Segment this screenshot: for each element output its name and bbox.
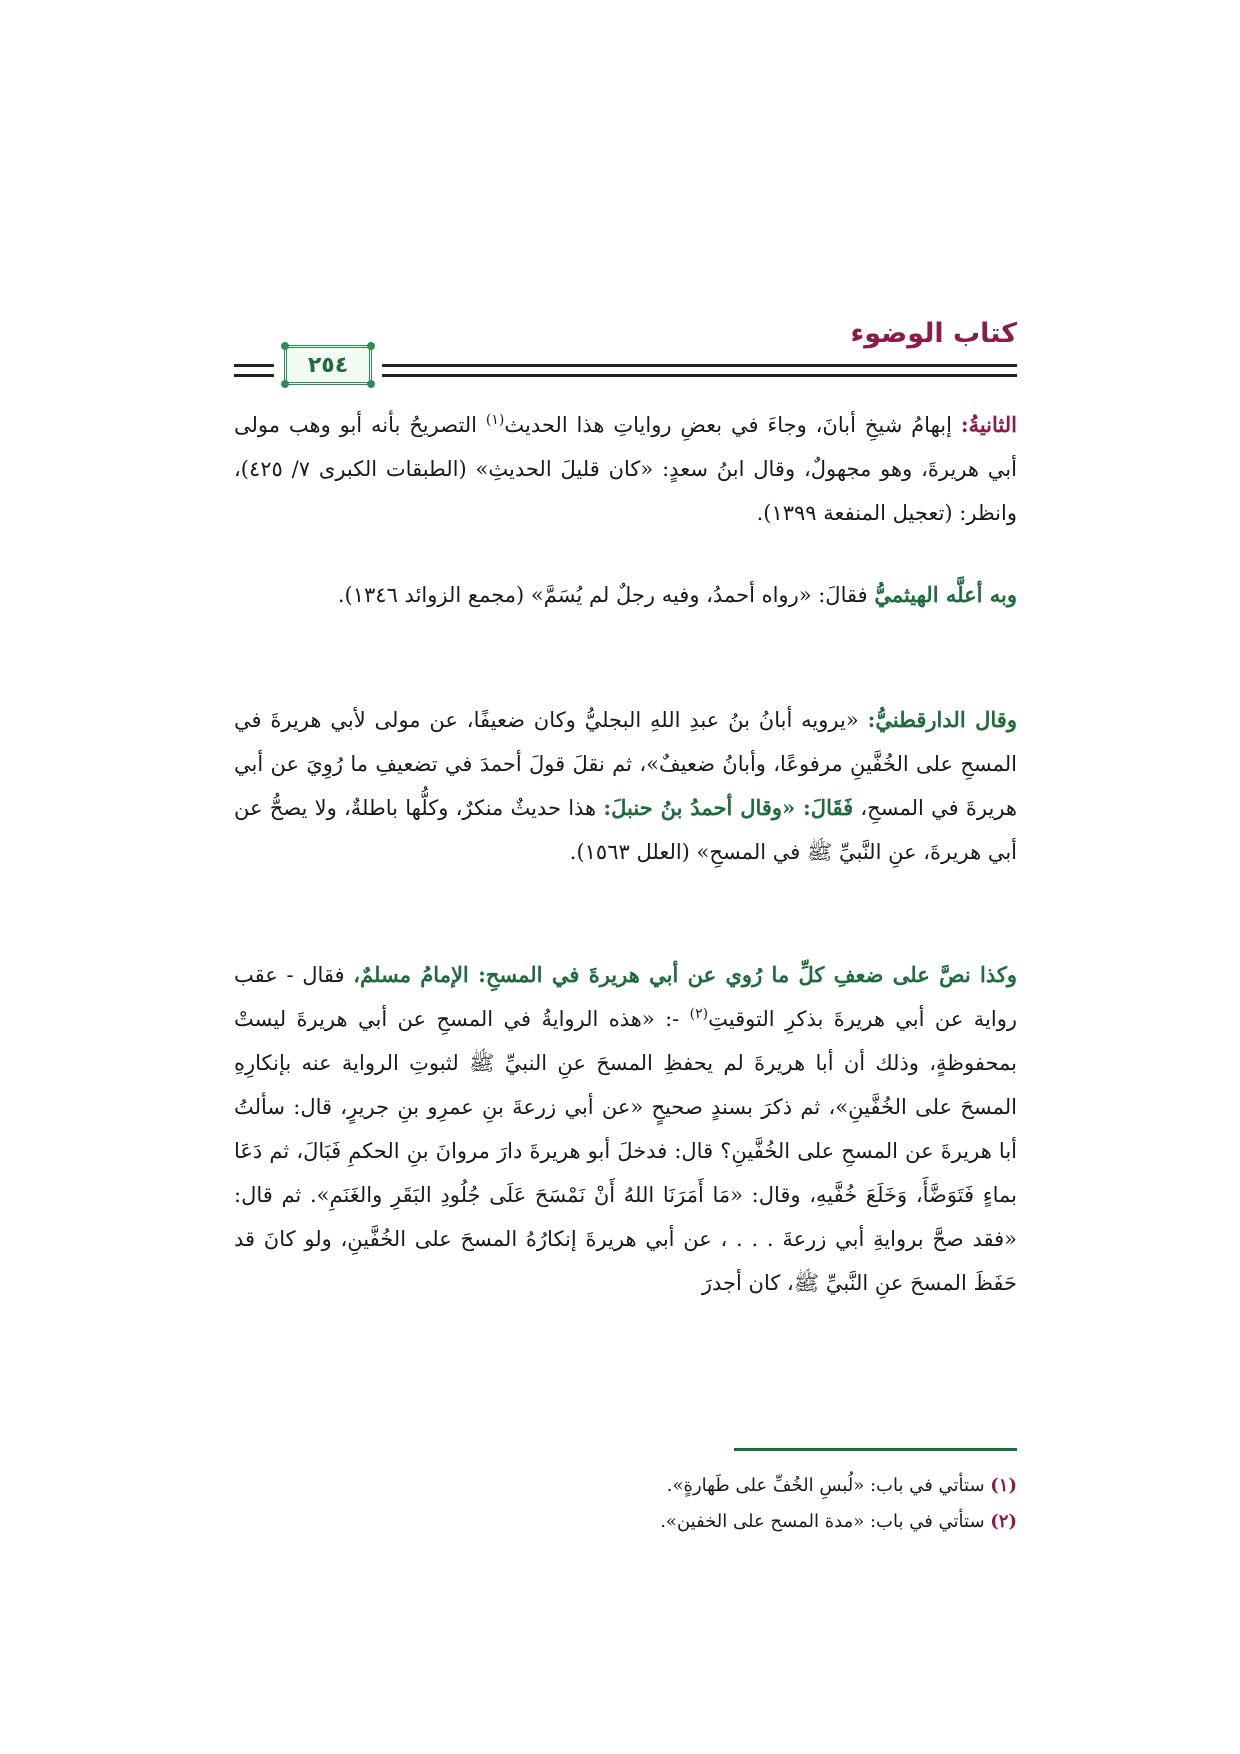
paragraph-3 — [234, 698, 1017, 874]
paragraph-text: فقالَ: «رواه أحمدُ، وفيه رجلٌ لم يُسَمَّ» (مجمع الزوائد ١٣٤٦). — [337, 583, 875, 607]
paragraph-text: فقال - عقب رواية عن أبي هريرةَ بذكرِ التوقيتِ — [234, 963, 1017, 1031]
paragraph-1 — [234, 403, 1017, 535]
header-rule-top — [382, 364, 1017, 367]
chapter-title: كتاب الوضوء — [850, 318, 1017, 349]
footnote-item — [234, 1504, 1017, 1540]
footnote-text: ستأتي في باب: «لُبسِ الخُفِّ على طَهارةٍ». — [666, 1475, 991, 1496]
paragraph-4 — [234, 953, 1017, 1305]
header-rule-bottom — [382, 374, 1017, 377]
footnote-number: (١) — [990, 1475, 1017, 1496]
footnote-ref: (٢) — [689, 1006, 709, 1022]
footnote-ref: (١) — [485, 412, 505, 428]
quote-lead: فَقَالَ: «وقال أحمدُ بنُ حنبلَ: — [603, 795, 854, 820]
footnotes — [234, 1468, 1017, 1540]
ornament-dot-icon — [281, 380, 289, 388]
ornament-dot-icon — [281, 342, 289, 350]
header-rule-left-top — [234, 364, 274, 367]
page-header — [234, 318, 1017, 384]
paragraph-text: -: «هذه الروايةُ في المسحِ عن أبي هريرةَ ليستْ بمحفوظةٍ، وذلك أن أبا هريرةَ لم يحفظِ المسحَ عنِ النبيِّ ﷺ لثبوتِ الرواية عنه بإنكارِهِ المسحَ على الخُفَّينِ»، ثم ذكرَ بسندٍ صحيحٍ «عن أبي زرعةَ بنِ عمرِو بنِ جريرٍ، قال: سألتُ أبا هريرةَ عن المسحِ على الخُفَّينِ؟ قال: فدخلَ أبو هريرةَ دارَ مروانَ بنِ الحكمِ فَبَالَ، ثم دَعَا بماءٍ فَتَوَضَّأَ، وَخَلَعَ خُفَّيهِ، وقال: «مَا أَمَرَنَا اللهُ أَنْ نَمْسَحَ عَلَى جُلُودِ البَقَرِ والغَنَمِ». ثم قال: «فقد صحَّ بروايةِ أبي زرعةَ . . . ، عن أبي هريرةَ إنكارُهُ المسحَ على الخُفَّينِ، ولو كانَ قد حَفَظَ المسحَ عنِ النَّبيِّ ﷺ، كان أجدرَ — [234, 1007, 1017, 1295]
paragraph-lead: الثانيةُ: — [960, 412, 1017, 437]
paragraph-lead: وكذا نصَّ على ضعفِ كلِّ ما رُوي عن أبي هريرةَ في المسحِ: الإمامُ مسلمٌ، — [353, 962, 1017, 987]
footnote-text: ستأتي في باب: «مدة المسح على الخفين». — [660, 1511, 991, 1532]
footnote-number: (٢) — [990, 1511, 1017, 1532]
paragraph-lead: وبه أعلَّه الهيثميُّ — [874, 582, 1017, 607]
paragraph-text: إبهامُ شيخِ أبانَ، وجاءَ في بعضِ رواياتِ هذا الحديث — [504, 413, 961, 437]
footnote-item — [234, 1468, 1017, 1504]
header-rule-left-bottom — [234, 374, 274, 377]
page-number: ٢٥٤ — [307, 352, 349, 378]
paragraph-2 — [234, 573, 1017, 617]
ornament-dot-icon — [367, 342, 375, 350]
footnote-divider — [734, 1448, 1017, 1451]
paragraph-lead: وقال الدارقطنيُّ: — [867, 707, 1017, 732]
paragraph-text: هذا حديثٌ منكرٌ، وكلُّها باطلةٌ، ولا يصحُّ عن أبي هريرةَ، عنِ النَّبيِّ ﷺ في المسحِ» (العلل ١٥٦٣). — [234, 796, 1017, 864]
ornament-dot-icon — [367, 380, 375, 388]
paragraph-text: التصريحُ بأنه أبو وهب مولى أبي هريرةَ، وهو مجهولٌ، وقال ابنُ سعدٍ: «كان قليلَ الحديثِ» (الطبقات الكبرى ٧/ ٤٢٥)، وانظر: (تعجيل المنفعة ١٣٩٩). — [234, 413, 1017, 525]
page-number-badge — [284, 345, 372, 385]
paragraph-text: «يرويه أبانُ بنُ عبدِ اللهِ البجليُّ وكان ضعيفًا، عن مولى لأبي هريرةَ في المسحِ على الخُفَّينِ مرفوعًا، وأبانُ ضعيفٌ»، ثم نقلَ قولَ أحمدَ في تضعيفِ ما رُوِيَ عن أبي هريرةَ في المسحِ، — [234, 708, 1017, 820]
